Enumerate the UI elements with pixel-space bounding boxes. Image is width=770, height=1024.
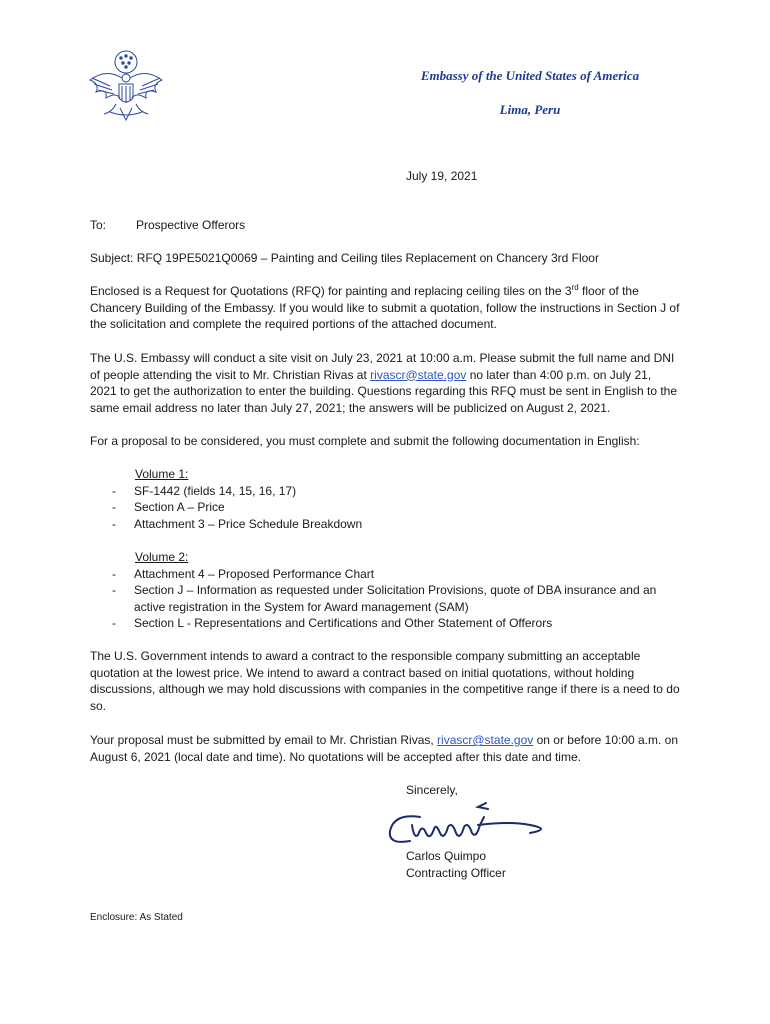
list-item-text: SF-1442 (fields 14, 15, 16, 17) bbox=[134, 483, 297, 498]
site-visit-text-1: The U.S. Embassy will conduct a site visit on July 23, 2021 at 10:00 a.m. Please submit the full name and DNI of people attending the visit to Mr. Christian Rivas at bbox=[90, 351, 675, 382]
signature-icon bbox=[380, 795, 560, 855]
paragraph-award: The U.S. Government intends to award a contract to the responsible company submitting an acceptable quotation at the lowest price. We intend to award a contract based on initial quotations, without holding discussions, although we may hold discussions with companies in the competitive range if there is a need to do so. bbox=[90, 649, 680, 713]
signer-block bbox=[406, 848, 506, 881]
paragraph-submission bbox=[90, 732, 680, 765]
volume-2-list bbox=[90, 549, 690, 632]
list-item bbox=[90, 615, 690, 632]
email-link[interactable]: rivascr@state.gov bbox=[437, 733, 534, 747]
bullet-dash: - bbox=[112, 566, 116, 581]
bullet-dash: - bbox=[112, 583, 116, 598]
signer-name: Carlos Quimpo bbox=[406, 849, 487, 863]
list-item-text: Section L - Representations and Certifications and Other Statement of Offerors bbox=[134, 616, 553, 631]
letterhead-city: Lima, Peru bbox=[499, 102, 561, 117]
letterhead-embassy-name: Embassy of the United States of America bbox=[420, 68, 640, 83]
list-item bbox=[90, 516, 690, 533]
list-item bbox=[90, 582, 690, 615]
paragraph-site-visit bbox=[90, 350, 680, 416]
submission-text-1: Your proposal must be submitted by email to Mr. Christian Rivas, bbox=[90, 733, 438, 747]
volume-1-title: Volume 1: bbox=[135, 467, 189, 481]
volume-2-title: Volume 2: bbox=[135, 550, 189, 564]
bullet-dash: - bbox=[112, 516, 116, 531]
paragraph-intro bbox=[90, 283, 680, 333]
paragraph-documentation: For a proposal to be considered, you must complete and submit the following documentation in English: bbox=[90, 434, 640, 448]
volume-1-list bbox=[90, 466, 690, 532]
bullet-dash: - bbox=[112, 616, 116, 631]
signer-title: Contracting Officer bbox=[406, 865, 506, 880]
list-item-text: Attachment 3 – Price Schedule Breakdown bbox=[134, 516, 363, 531]
site-visit-text-2: no later than 4:00 p.m. on July 21, 2021 to get the authorization to enter the building. Questions regarding this RFQ must be sent in English to the same email address no later than July 27, 2021; the answers will be publicized on August 2, 2021. bbox=[90, 367, 678, 415]
to-label: To: bbox=[90, 218, 107, 232]
list-item-text: Section J – Information as requested under Solicitation Provisions, quote of DBA insurance and an active registration in the System for Award management (SAM) bbox=[134, 583, 657, 614]
letter-date: July 19, 2021 bbox=[406, 169, 478, 183]
list-item-text: Section A – Price bbox=[134, 500, 225, 515]
floor-superscript: rd bbox=[571, 283, 579, 292]
list-item bbox=[90, 566, 690, 583]
email-link[interactable]: rivascr@state.gov bbox=[370, 367, 467, 382]
bullet-dash: - bbox=[112, 483, 116, 498]
intro-text-1: Enclosed is a Request for Quotations (RFQ) for painting and replacing ceiling tiles on the 3 bbox=[90, 284, 572, 298]
list-item bbox=[90, 483, 690, 500]
enclosure-note: Enclosure: As Stated bbox=[90, 912, 183, 923]
closing-sincerely: Sincerely, bbox=[406, 783, 458, 797]
list-item bbox=[90, 499, 690, 516]
recipient-line bbox=[90, 218, 245, 232]
embassy-seal-icon bbox=[86, 48, 166, 130]
submission-text-2: on or before 10:00 a.m. on August 6, 2021 (local date and time). No quotations will be accepted after this date and time. bbox=[90, 733, 679, 764]
intro-text-2: floor of the Chancery Building of the Embassy. If you would like to submit a quotation, follow the instructions in Section J of the solicitation and complete the required portions of the attached document. bbox=[90, 284, 680, 332]
subject-line: Subject: RFQ 19PE5021Q0069 – Painting and Ceiling tiles Replacement on Chancery 3rd Floor bbox=[90, 251, 599, 265]
list-item-text: Attachment 4 – Proposed Performance Chart bbox=[134, 566, 375, 581]
bullet-dash: - bbox=[112, 500, 116, 515]
recipient: Prospective Offerors bbox=[136, 218, 246, 232]
